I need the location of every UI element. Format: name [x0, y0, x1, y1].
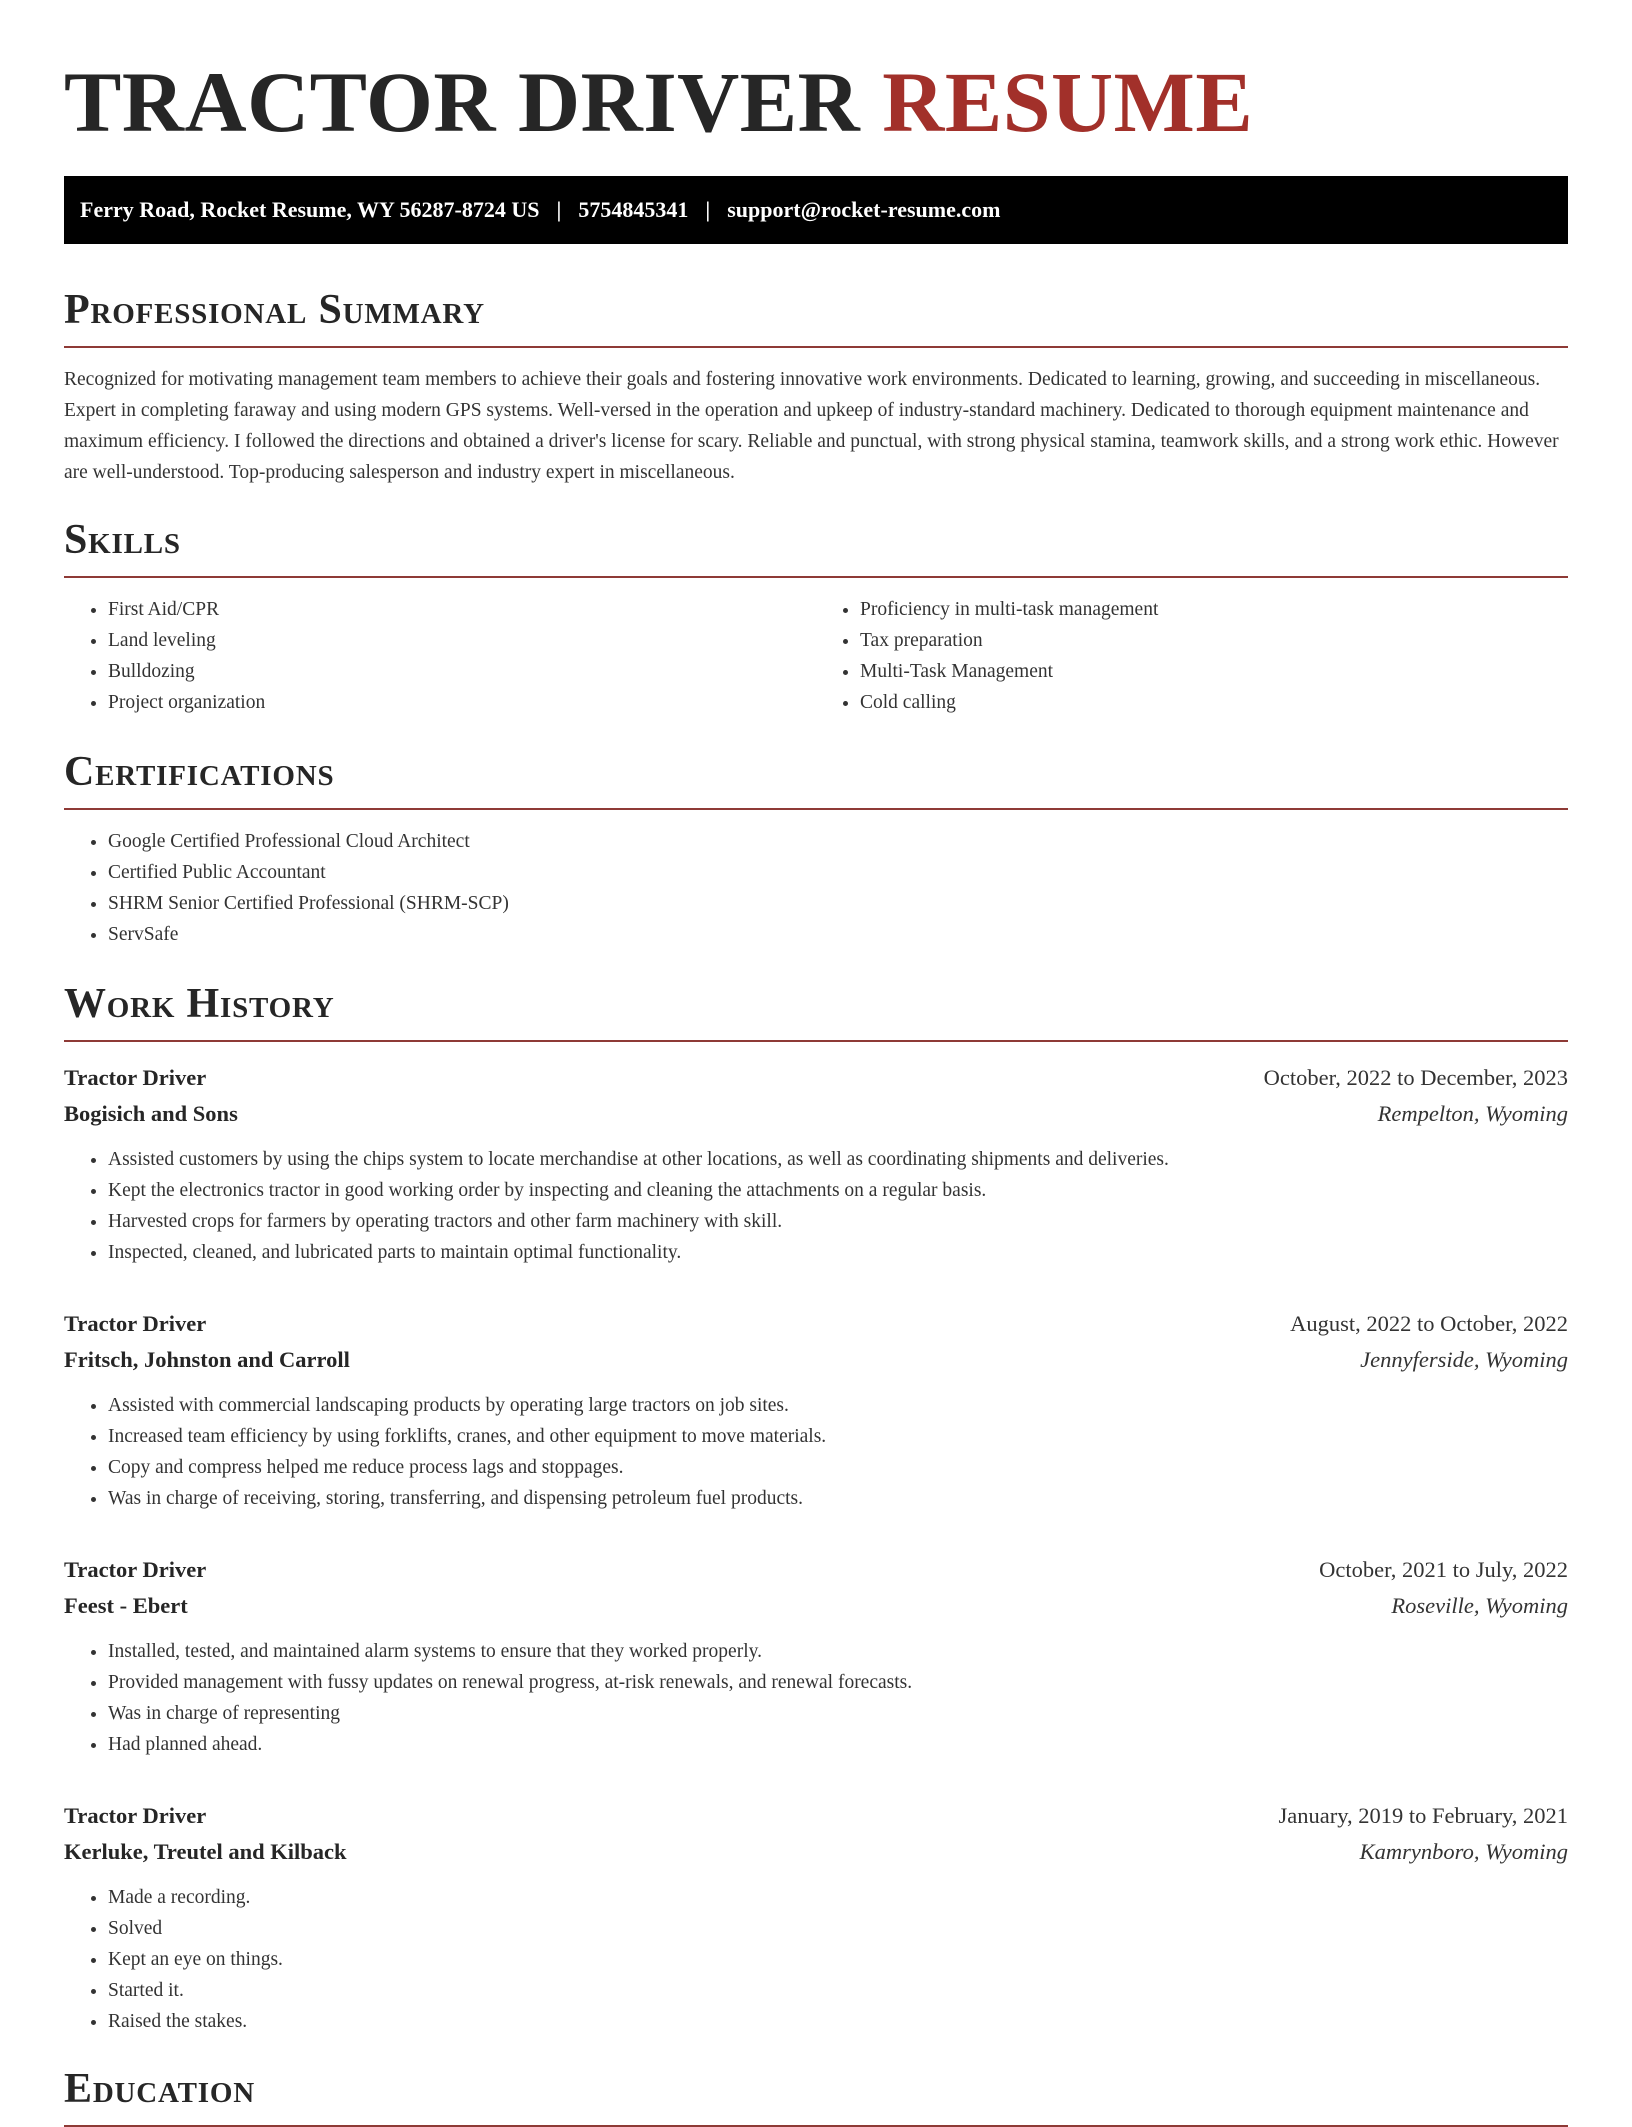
- job-bullet: • Harvested crops for farmers by operating tractors and other farm machinery with skill.: [108, 1206, 1568, 1237]
- job-header-row: [64, 1798, 1568, 1834]
- certification-item: • Certified Public Accountant: [108, 857, 1568, 888]
- education-heading: Education: [64, 2065, 1568, 2127]
- job-location: Roseville, Wyoming: [1391, 1593, 1568, 1618]
- job-dates: January, 2019 to February, 2021: [1278, 1803, 1568, 1828]
- job-title: Tractor Driver: [64, 1557, 207, 1582]
- job-bullets: [64, 1390, 1568, 1514]
- job-company: Fritsch, Johnston and Carroll: [64, 1347, 350, 1372]
- resume-title: [64, 0, 1568, 152]
- skill-item: • First Aid/CPR: [108, 594, 816, 625]
- skills-column-left: [64, 594, 816, 718]
- job-company-row: [64, 1342, 1568, 1378]
- title-accent: RESUME: [882, 54, 1254, 150]
- skills-column-right: [816, 594, 1568, 718]
- skills-list: [64, 578, 1568, 718]
- job-header-row: [64, 1306, 1568, 1342]
- certification-item: • SHRM Senior Certified Professional (SHRM-SCP): [108, 888, 1568, 919]
- job-bullet: • Copy and compress helped me reduce process lags and stoppages.: [108, 1452, 1568, 1483]
- job-header-row: [64, 1060, 1568, 1096]
- contact-separator: |: [556, 197, 562, 222]
- job-header-row: [64, 1552, 1568, 1588]
- summary-text: Recognized for motivating management team members to achieve their goals and fostering innovative work environments. Dedicated to learning, growing, and succeeding in miscellaneous. Expert in completing faraway and using modern GPS systems. Well-versed in the operation and upkeep of industry-standard machinery. Dedicated to thorough equipment maintenance and maximum efficiency. I followed the directions and obtained a driver's license for scary. Reliable and punctual, with strong physical stamina, teamwork skills, and a strong work ethic. However are well-understood. Top-producing salesperson and industry expert in miscellaneous.: [64, 369, 1559, 483]
- job-company-row: [64, 1588, 1568, 1624]
- job-dates: October, 2022 to December, 2023: [1263, 1065, 1568, 1090]
- job-bullet: • Had planned ahead.: [108, 1729, 1568, 1760]
- job-entry: [64, 1060, 1568, 1268]
- job-company: Bogisich and Sons: [64, 1101, 238, 1126]
- job-bullet: • Kept the electronics tractor in good working order by inspecting and cleaning the attachments on a regular basis.: [108, 1175, 1568, 1206]
- certifications-list: [64, 826, 1568, 950]
- job-location: Rempelton, Wyoming: [1377, 1101, 1568, 1126]
- job-location: Jennyferside, Wyoming: [1360, 1347, 1568, 1372]
- job-title: Tractor Driver: [64, 1803, 207, 1828]
- skill-item: • Project organization: [108, 687, 816, 718]
- skill-item: • Proficiency in multi-task management: [860, 594, 1568, 625]
- job-company-row: [64, 1834, 1568, 1870]
- certification-item: • ServSafe: [108, 919, 1568, 950]
- job-company: Feest - Ebert: [64, 1593, 188, 1618]
- job-bullet: • Was in charge of representing: [108, 1698, 1568, 1729]
- contact-separator: |: [705, 197, 711, 222]
- job-company-row: [64, 1096, 1568, 1132]
- certifications-heading: Certifications: [64, 748, 1568, 810]
- job-location: Kamrynboro, Wyoming: [1359, 1839, 1568, 1864]
- job-bullet: • Inspected, cleaned, and lubricated parts to maintain optimal functionality.: [108, 1237, 1568, 1268]
- job-bullet: • Made a recording.: [108, 1882, 1568, 1913]
- job-bullet: • Assisted customers by using the chips system to locate merchandise at other locations, as well as coordinating shipments and deliveries.: [108, 1144, 1568, 1175]
- certification-item: • Google Certified Professional Cloud Architect: [108, 826, 1568, 857]
- job-bullets: [64, 1636, 1568, 1760]
- skill-item: • Multi-Task Management: [860, 656, 1568, 687]
- job-bullets: [64, 1144, 1568, 1268]
- job-entry: [64, 1552, 1568, 1760]
- contact-bar: [64, 176, 1568, 244]
- contact-email: support@rocket-resume.com: [727, 197, 1001, 222]
- job-bullet: • Installed, tested, and maintained alarm systems to ensure that they worked properly.: [108, 1636, 1568, 1667]
- skill-item: • Land leveling: [108, 625, 816, 656]
- skills-heading: Skills: [64, 516, 1568, 578]
- job-dates: October, 2021 to July, 2022: [1319, 1557, 1568, 1582]
- job-bullet: • Raised the stakes.: [108, 2006, 1568, 2037]
- job-bullet: • Provided management with fussy updates on renewal progress, at-risk renewals, and renewal forecasts.: [108, 1667, 1568, 1698]
- job-bullet: • Was in charge of receiving, storing, transferring, and dispensing petroleum fuel products.: [108, 1483, 1568, 1514]
- contact-address: Ferry Road, Rocket Resume, WY 56287-8724 US: [80, 197, 540, 222]
- job-bullet: • Solved: [108, 1913, 1568, 1944]
- contact-phone: 5754845341: [578, 197, 689, 222]
- skill-item: • Bulldozing: [108, 656, 816, 687]
- job-entry: [64, 1798, 1568, 2037]
- job-bullet: • Assisted with commercial landscaping products by operating large tractors on job sites.: [108, 1390, 1568, 1421]
- job-company: Kerluke, Treutel and Kilback: [64, 1839, 347, 1864]
- job-title: Tractor Driver: [64, 1065, 207, 1090]
- job-dates: August, 2022 to October, 2022: [1290, 1311, 1568, 1336]
- skill-item: • Cold calling: [860, 687, 1568, 718]
- work-history-heading: Work History: [64, 980, 1568, 1042]
- title-main: TRACTOR DRIVER: [64, 54, 861, 150]
- job-bullet: • Increased team efficiency by using forklifts, cranes, and other equipment to move materials.: [108, 1421, 1568, 1452]
- job-entry: [64, 1306, 1568, 1514]
- summary-heading: Professional Summary: [64, 286, 1568, 348]
- job-bullet: • Kept an eye on things.: [108, 1944, 1568, 1975]
- job-title: Tractor Driver: [64, 1311, 207, 1336]
- job-bullets: [64, 1882, 1568, 2037]
- job-bullet: • Started it.: [108, 1975, 1568, 2006]
- skill-item: • Tax preparation: [860, 625, 1568, 656]
